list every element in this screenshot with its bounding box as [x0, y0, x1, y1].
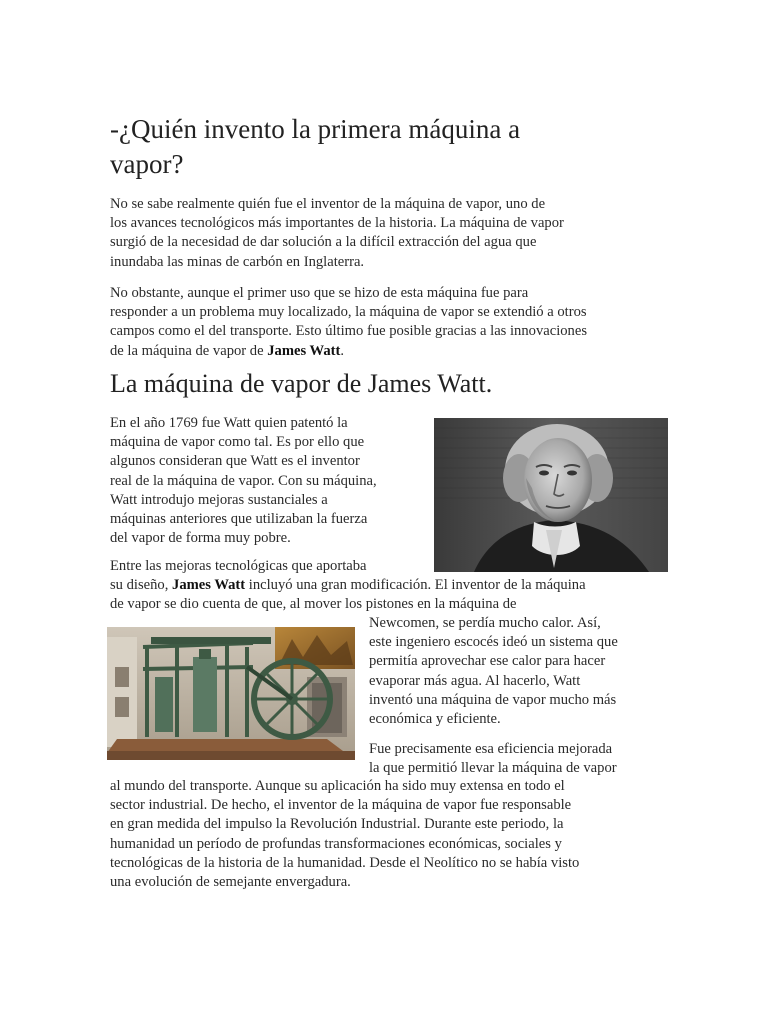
paragraph-2	[110, 284, 587, 361]
bold-name: James Watt	[172, 577, 246, 594]
text-line: Newcomen, se perdía mucho calor. Así,	[369, 615, 601, 631]
steam-engine-image	[107, 627, 355, 760]
text-line: de vapor se dio cuenta de que, al mover los pistones en la máquina de	[110, 596, 517, 613]
text-line: responder a un problema muy localizado, la máquina de vapor se extendió a otros	[110, 304, 587, 321]
text-line: este ingeniero escocés ideó un sistema que	[369, 634, 618, 651]
text-line: inventó una máquina de vapor mucho más	[369, 691, 617, 708]
text-line: máquinas anteriores que utilizaban la fuerza	[110, 511, 368, 528]
text-line: Fue precisamente esa eficiencia mejorada	[369, 741, 613, 757]
paragraph-5	[110, 777, 579, 892]
title-line-2: vapor?	[110, 149, 184, 179]
paragraph-5-start	[369, 740, 617, 778]
paragraph-4-continued	[369, 614, 618, 729]
text-segment: .	[340, 342, 344, 359]
text-line: permitía aprovechar ese calor para hacer	[369, 653, 606, 670]
text-line: al mundo del transporte. Aunque su aplicación ha sido muy extensa en todo el	[110, 778, 565, 794]
text-line: algunos consideran que Watt es el inventor	[110, 453, 360, 470]
text-line: la que permitió llevar la máquina de vapor	[369, 760, 617, 777]
text-line: campos como el del transporte. Esto último fue posible gracias a las innovaciones	[110, 323, 588, 340]
text-line: En el año 1769 fue Watt quien patentó la	[110, 415, 348, 431]
steam-engine-illustration	[107, 627, 355, 760]
page-title	[110, 112, 650, 182]
text-line: inundaba las minas de carbón en Inglaterra.	[110, 253, 365, 270]
paragraph-4	[110, 557, 586, 615]
text-line: evaporar más agua. Al hacerlo, Watt	[369, 672, 581, 689]
text-line: máquina de vapor como tal. Es por ello que	[110, 434, 365, 451]
text-line: Watt introdujo mejoras sustanciales a	[110, 491, 328, 508]
text-line: humanidad un período de profundas transformaciones económicas, sociales y	[110, 835, 562, 852]
paragraph-3	[110, 414, 377, 548]
text-line: una evolución de semejante envergadura.	[110, 874, 351, 891]
text-segment: incluyó una gran modificación. El inventor de la máquina	[245, 577, 586, 594]
text-line	[110, 342, 587, 361]
bold-name: James Watt	[267, 342, 341, 359]
portrait-illustration	[434, 418, 668, 572]
text-line: sector industrial. De hecho, el inventor de la máquina de vapor fue responsable	[110, 797, 572, 814]
section-heading: La máquina de vapor de James Watt.	[110, 369, 493, 398]
text-line: económica y eficiente.	[369, 711, 501, 728]
text-segment: su diseño,	[110, 577, 173, 594]
text-line: en gran medida del impulso la Revolución Industrial. Durante este periodo, la	[110, 816, 564, 833]
james-watt-portrait-image	[434, 418, 668, 572]
title-line-1: -¿Quién invento la primera máquina a	[110, 114, 521, 144]
text-segment: de la máquina de vapor de	[110, 342, 268, 359]
text-line: real de la máquina de vapor. Con su máquina,	[110, 472, 377, 489]
text-line: Entre las mejoras tecnológicas que aportaba	[110, 558, 367, 574]
text-line: surgió de la necesidad de dar solución a la difícil extracción del agua que	[110, 234, 537, 251]
text-line	[110, 576, 586, 595]
text-line: tecnológicas de la historia de la humanidad. Desde el Neolítico no se había visto	[110, 854, 580, 871]
paragraph-1	[110, 195, 564, 272]
text-line: No obstante, aunque el primer uso que se hizo de esta máquina fue para	[110, 285, 529, 301]
text-line: No se sabe realmente quién fue el inventor de la máquina de vapor, uno de	[110, 196, 546, 212]
text-line: los avances tecnológicos más importantes de la historia. La máquina de vapor	[110, 215, 564, 232]
text-line: del vapor de forma muy pobre.	[110, 530, 291, 547]
